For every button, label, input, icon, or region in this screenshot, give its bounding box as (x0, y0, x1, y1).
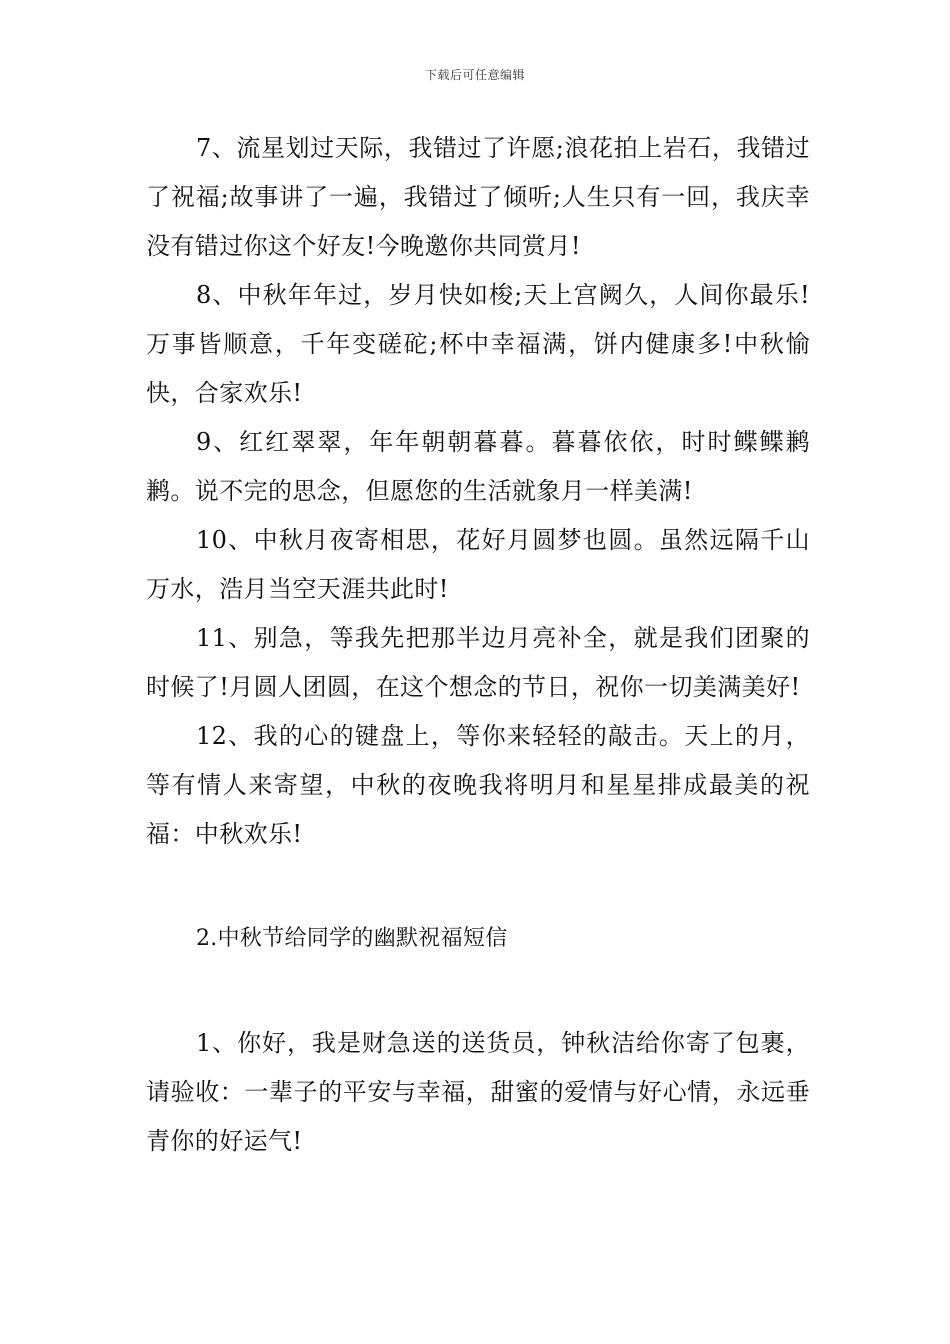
paragraph-1: 1、你好，我是财急送的送货员，钟秋洁给你寄了包裹，请验收：一辈子的平安与幸福，甜蜜的爱情与好心情，永远垂青你的好运气! (146, 1029, 810, 1155)
document-body (146, 124, 810, 1166)
paragraph-11: 11、别急，等我先把那半边月亮补全，就是我们团聚的时候了!月圆人团圆，在这个想念的节日，祝你一切美满美好! (146, 624, 810, 701)
paragraph-10: 10、中秋月夜寄相思，花好月圆梦也圆。虽然远隔千山万水，浩月当空天涯共此时! (146, 526, 810, 603)
header-note: 下载后可任意编辑 (424, 68, 525, 82)
spacer (146, 859, 810, 914)
paragraph-8: 8、中秋年年过，岁月快如梭;天上宫阙久，人间你最乐!万事皆顺意，千年变磋砣;杯中幸福满，饼内健康多!中秋愉快，合家欢乐! (146, 281, 810, 407)
spacer (146, 963, 810, 1019)
paragraph-12: 12、我的心的键盘上，等你来轻轻的敲击。天上的月，等有情人来寄望，中秋的夜晚我将明月和星星排成最美的祝福：中秋欢乐! (146, 722, 810, 848)
paragraph-9: 9、红红翠翠，年年朝朝暮暮。暮暮依依，时时鲽鲽鹣鹣。说不完的思念，但愿您的生活就象月一样美满! (146, 428, 810, 505)
paragraph-7: 7、流星划过天际，我错过了许愿;浪花拍上岩石，我错过了祝福;故事讲了一遍，我错过了倾听;人生只有一回，我庆幸没有错过你这个好友!今晚邀你共同赏月! (146, 134, 810, 260)
section-heading: 2.中秋节给同学的幽默祝福短信 (196, 926, 508, 951)
